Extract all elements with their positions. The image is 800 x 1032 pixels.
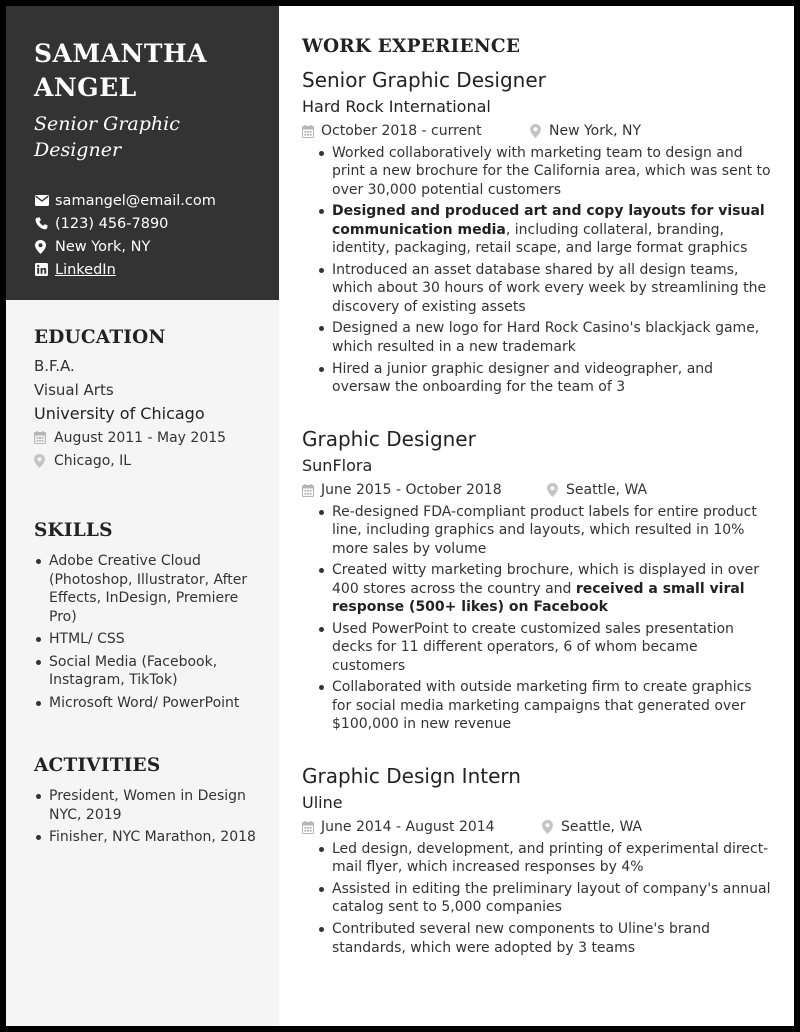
list-item xyxy=(317,319,772,356)
calendar-icon xyxy=(302,821,321,834)
job-meta xyxy=(302,479,772,501)
job-company: SunFlora xyxy=(302,456,373,475)
job-location: Seattle, WA xyxy=(561,819,643,835)
job-company: Uline xyxy=(302,793,343,812)
job-dates: October 2018 - current xyxy=(321,123,482,139)
list-item: President, Women in Design NYC, 2019 xyxy=(34,787,266,824)
skills-list xyxy=(34,552,266,712)
education-dates-row xyxy=(34,426,266,449)
skills-section xyxy=(34,520,266,716)
linkedin-icon xyxy=(35,263,55,276)
map-pin-icon xyxy=(34,454,54,468)
bullet-text: Assisted in editing the preliminary layout of company's annual catalog sent to 5,000 companies xyxy=(332,881,771,916)
envelope-icon xyxy=(35,195,55,206)
bullet-text: Worked collaboratively with marketing team to design and print a new brochure for the California area, which was sent to over 30,000 potential customers xyxy=(332,145,771,198)
list-item xyxy=(317,920,772,957)
job-bullets xyxy=(317,503,772,733)
education-degree: B.F.A. xyxy=(34,357,75,375)
education-section xyxy=(34,327,266,472)
list-item xyxy=(317,261,772,316)
job-bullets xyxy=(317,144,772,396)
skills-heading: SKILLS xyxy=(34,520,113,541)
education-location: Chicago, IL xyxy=(54,452,132,469)
list-item xyxy=(317,678,772,733)
list-item xyxy=(317,144,772,199)
bullet-text: Used PowerPoint to create customized sales presentation decks for 11 different operators, 6 of whom became customers xyxy=(332,620,734,674)
role-line-1: Senior Graphic xyxy=(34,113,180,135)
list-item xyxy=(317,202,772,257)
job-entry xyxy=(302,763,772,961)
list-item xyxy=(317,360,772,397)
phone-icon xyxy=(35,217,55,230)
contact-email xyxy=(35,189,270,212)
job-meta xyxy=(302,816,772,838)
role-line-2: Designer xyxy=(34,139,122,161)
list-item xyxy=(317,840,772,877)
list-item: Microsoft Word/ PowerPoint xyxy=(34,694,266,713)
education-dates: August 2011 - May 2015 xyxy=(54,429,227,446)
job-entry xyxy=(302,426,772,737)
calendar-icon xyxy=(34,431,54,444)
name-line-2: ANGEL xyxy=(34,73,137,102)
bullet-bold-text: Designed and produced art and copy layouts for visual communication media xyxy=(332,203,765,238)
job-entry xyxy=(302,67,772,400)
candidate-role xyxy=(34,111,264,163)
calendar-icon xyxy=(302,125,321,138)
education-location-row xyxy=(34,449,266,472)
list-item: Adobe Creative Cloud (Photoshop, Illustrator, After Effects, InDesign, Premiere Pro) xyxy=(34,552,266,626)
bullet-text: Collaborated with outside marketing firm to create graphics for social media marketing campaigns that generated over $100,000 in new revenue xyxy=(332,679,752,733)
job-title: Graphic Design Intern xyxy=(302,764,521,788)
job-title: Senior Graphic Designer xyxy=(302,68,546,92)
bullet-bold-text: received a small viral response (500+ likes) on Facebook xyxy=(332,580,745,616)
work-heading: WORK EXPERIENCE xyxy=(302,36,521,57)
bullet-text: Hired a junior graphic designer and videographer, and oversaw the onboarding for the team of 3 xyxy=(332,360,714,395)
email-text: samangel@email.com xyxy=(55,192,216,209)
bullet-text: Created witty marketing brochure, which is displayed in over 400 stores across the country and xyxy=(332,562,759,597)
list-item xyxy=(317,561,772,616)
list-item: HTML/ CSS xyxy=(34,630,266,649)
bullet-text: Led design, development, and printing of experimental direct-mail flyer, which increased responses by 4% xyxy=(332,841,769,876)
contact-list xyxy=(35,189,270,281)
activities-heading: ACTIVITIES xyxy=(34,755,161,776)
activities-section xyxy=(34,755,266,851)
bullet-text: Contributed several new components to Uline's brand standards, which were adopted by 3 teams xyxy=(332,921,710,956)
calendar-icon xyxy=(302,484,321,497)
map-pin-icon xyxy=(542,820,561,834)
job-location: New York, NY xyxy=(549,123,642,139)
list-item xyxy=(317,880,772,917)
job-dates: June 2015 - October 2018 xyxy=(321,482,502,498)
resume-page xyxy=(6,6,794,1026)
job-location: Seattle, WA xyxy=(566,482,648,498)
bullet-text: , including collateral, branding, identity, packaging, retail scape, and large format graphics xyxy=(332,221,748,257)
map-pin-icon xyxy=(35,240,55,254)
linkedin-link[interactable]: LinkedIn xyxy=(55,261,116,278)
list-item: Social Media (Facebook, Instagram, TikTok) xyxy=(34,653,266,690)
activities-list xyxy=(34,787,266,847)
location-text: New York, NY xyxy=(55,238,151,255)
map-pin-icon xyxy=(547,483,566,497)
job-dates: June 2014 - August 2014 xyxy=(321,819,495,835)
bullet-text: Re-designed FDA-compliant product labels for entire product line, including graphics and layouts, which resulted in 10% more sales by volume xyxy=(332,504,757,557)
job-location-group xyxy=(542,819,642,835)
sidebar xyxy=(6,6,279,1026)
job-location-group xyxy=(547,482,647,498)
bullet-text: Designed a new logo for Hard Rock Casino's blackjack game, which resulted in a new trademark xyxy=(332,320,760,355)
bullet-text: Introduced an asset database shared by all design teams, which about 30 hours of work every week by streamlining the discovery of existing assets xyxy=(332,261,767,315)
education-school: University of Chicago xyxy=(34,404,205,423)
education-field: Visual Arts xyxy=(34,381,114,399)
name-line-1: SAMANTHA xyxy=(34,39,207,68)
map-pin-icon xyxy=(530,124,549,138)
job-meta xyxy=(302,120,772,142)
job-title: Graphic Designer xyxy=(302,427,476,451)
job-location-group xyxy=(530,123,641,139)
list-item: Finisher, NYC Marathon, 2018 xyxy=(34,828,266,847)
job-company: Hard Rock International xyxy=(302,97,491,116)
list-item xyxy=(317,503,772,558)
contact-phone xyxy=(35,212,270,235)
candidate-name xyxy=(34,37,274,105)
education-heading: EDUCATION xyxy=(34,327,166,348)
phone-text: (123) 456-7890 xyxy=(55,215,169,232)
contact-linkedin xyxy=(35,258,270,281)
list-item xyxy=(317,620,772,675)
contact-location xyxy=(35,235,270,258)
job-bullets xyxy=(317,840,772,957)
header-box xyxy=(6,6,279,300)
